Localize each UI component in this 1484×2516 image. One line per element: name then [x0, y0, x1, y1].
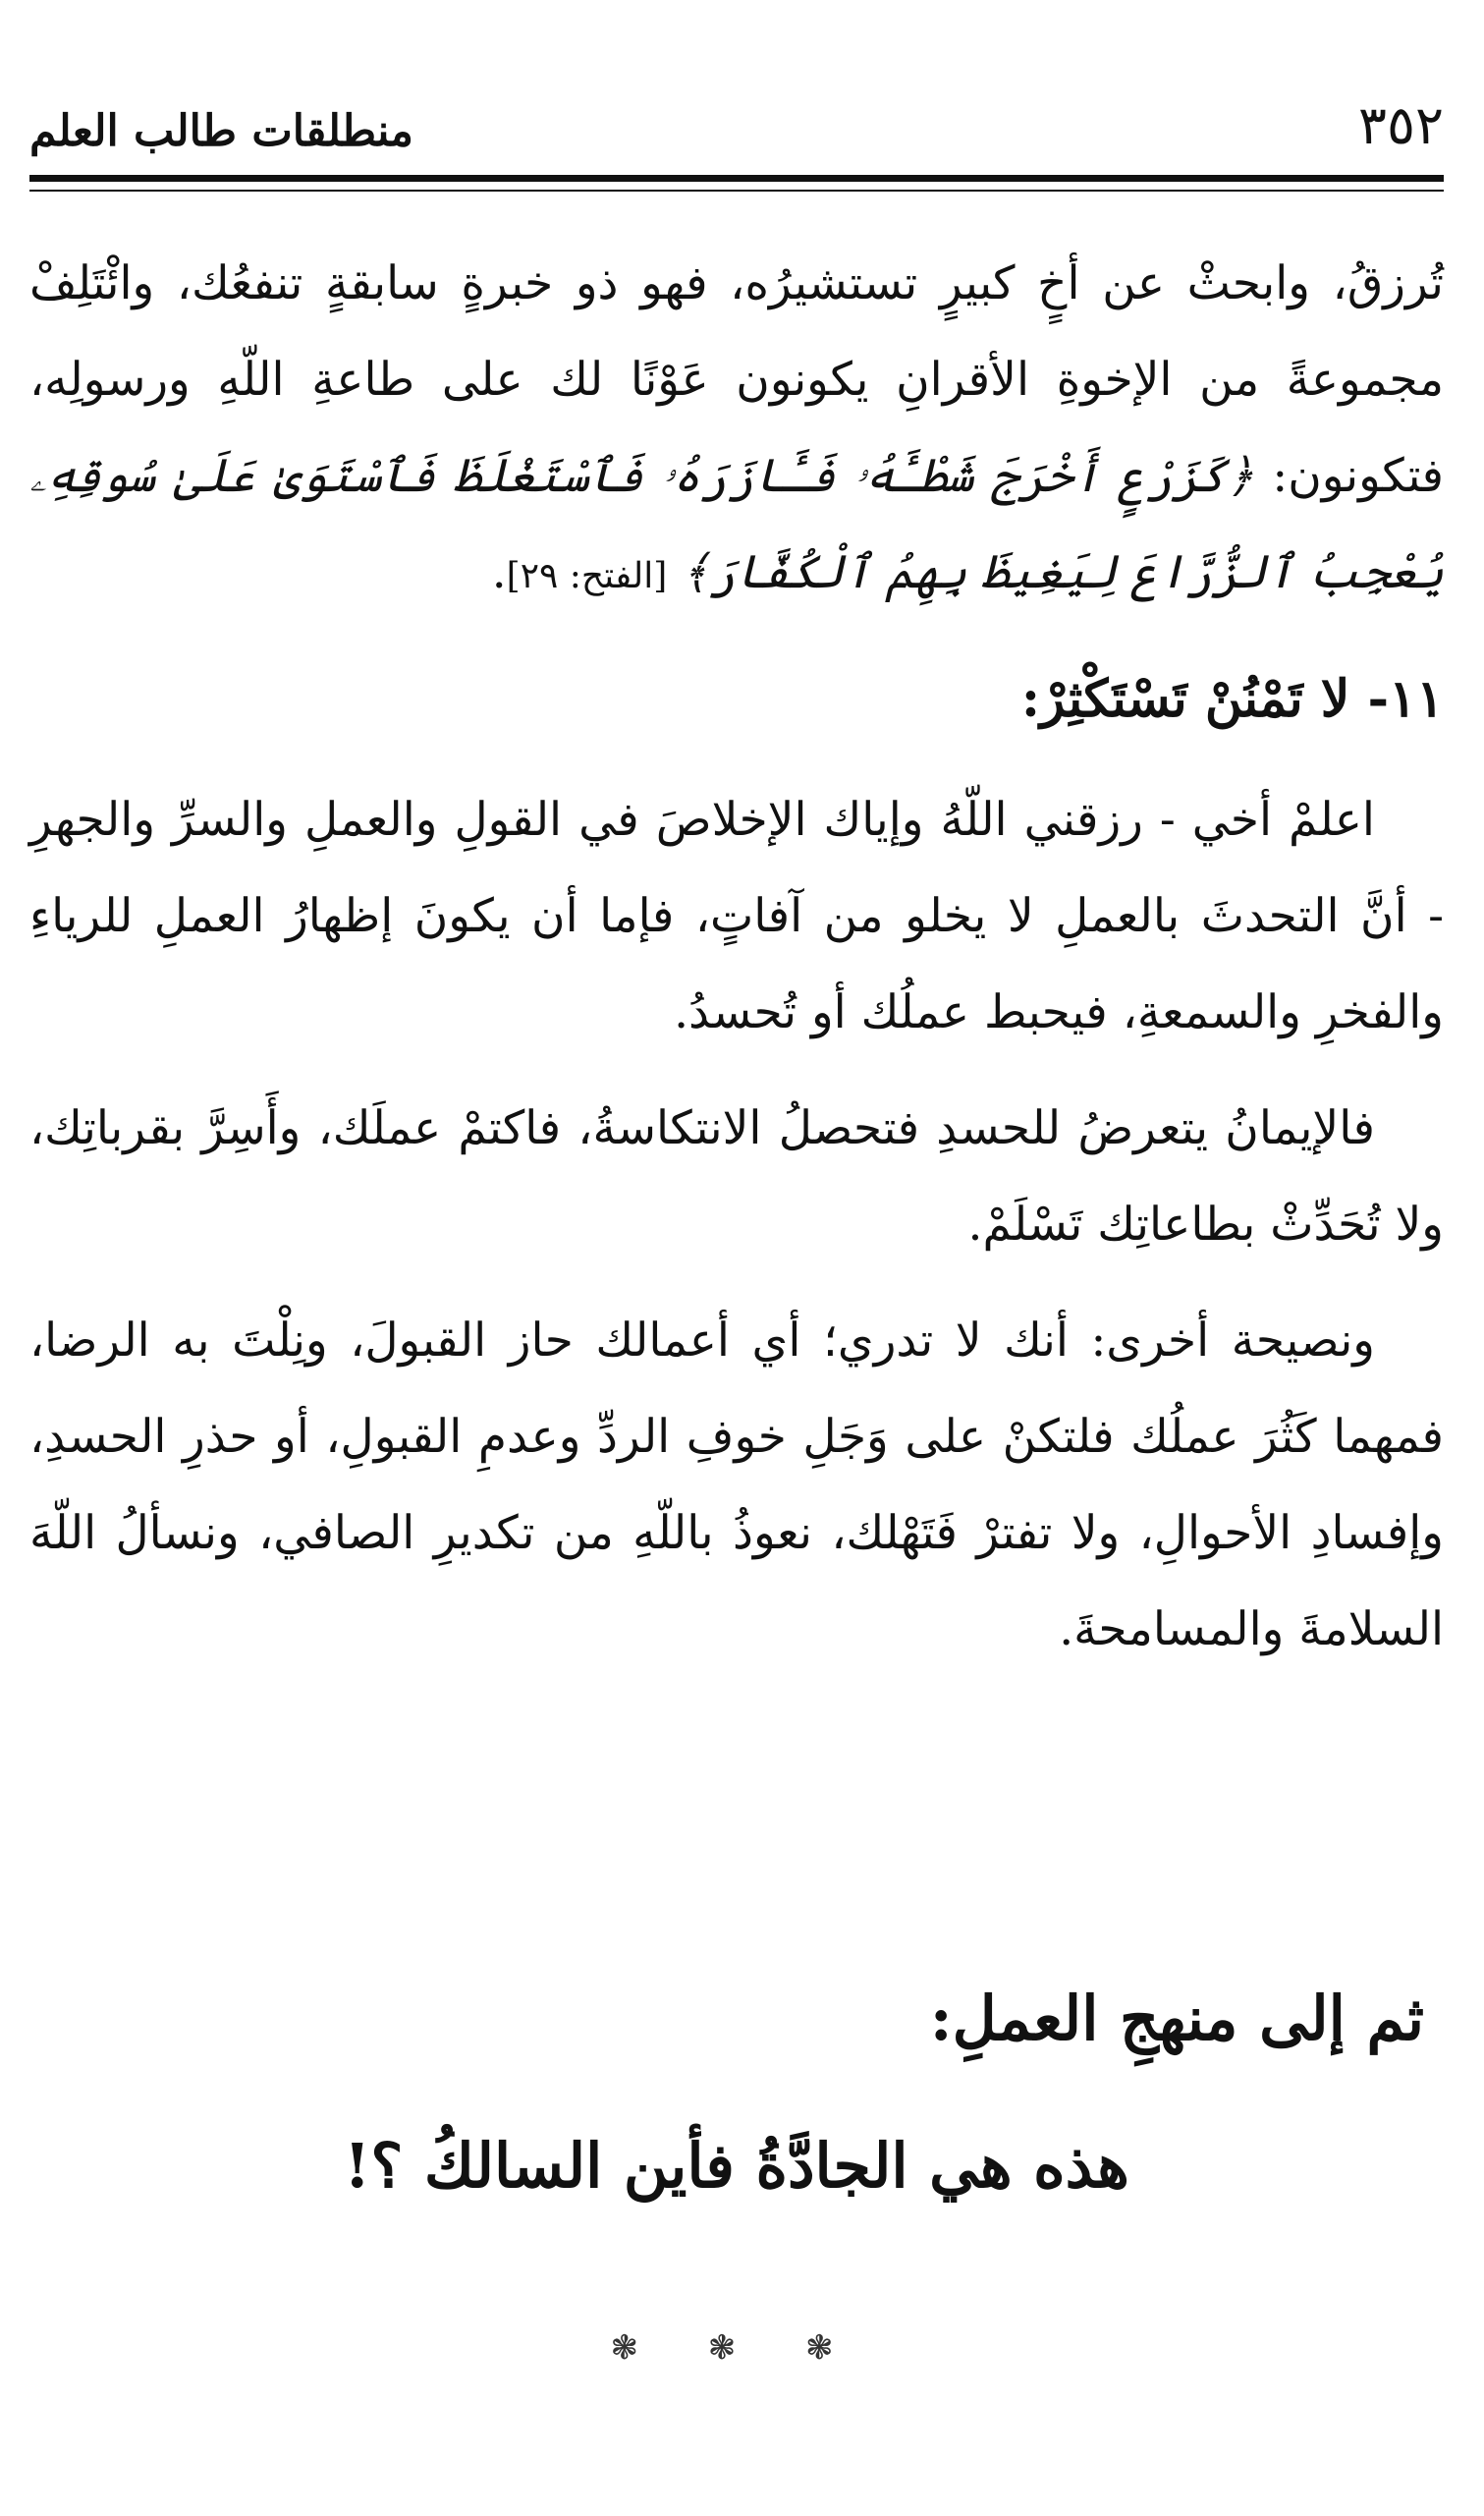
paragraph-1 — [29, 236, 1444, 625]
paragraph-2: اعلمْ أخي - رزقني اللّهُ وإياك الإخلاصَ في القولِ والعملِ والسرِّ والجهرِ - أنَّ التحدثَ بالعملِ لا يخلو من آفاتٍ، فإما أن يكونَ إظهارُ العملِ للرياءِ والفخرِ والسمعةِ، فيحبط عملُك أو تُحسدُ. — [29, 793, 1444, 1039]
book-page — [29, 0, 1444, 2516]
ornament-stars: ❃ ❃ ❃ — [610, 2328, 863, 2368]
quran-verse: ﴿كَزَرْعٍ أَخْرَجَ شَطْـَٔهُۥ فَـَٔازَرَهُۥ فَٱسْتَغْلَظَ فَٱسْتَوَىٰ عَلَىٰ سُوقِهِۦ يُعْجِبُ ٱلزُّرَّاعَ لِيَغِيظَ بِهِمُ ٱلْكُفَّارَ﴾ — [29, 449, 1444, 599]
paragraph-1-text: تُرزقُ، وابحثْ عن أخٍ كبيرٍ تستشيرُه، فهو ذو خبرةٍ سابقةٍ تنفعُك، وائْتَلِفْ مجموعةً من الإخوةِ الأقرانِ يكونون عَوْنًا لك على طاعةِ اللّهِ ورسولِه، فتكونون: — [29, 256, 1444, 503]
paragraph-4: ونصيحة أخرى: أنك لا تدري؛ أي أعمالك حاز القبولَ، ونِلْتَ به الرضا، فمهما كَثُرَ عملُك فلتكنْ على وَجَلِ خوفِ الردِّ وعدمِ القبولِ، أو حذرِ الحسدِ، وإفسادِ الأحوالِ، ولا تفترْ فَتَهْلك، نعوذُ باللّهِ من تكديرِ الصافي، ونسألُ اللّهَ السلامةَ والمسامحةَ. — [29, 1314, 1444, 1656]
paragraph-1-end: . — [491, 545, 507, 599]
book-title: منطلقات طالب العلم — [29, 106, 413, 156]
verse-citation: [الفتح: ٢٩] — [506, 556, 668, 596]
page-number: ٣٥٢ — [1357, 94, 1444, 156]
final-heading: هذه هي الجادَّةُ فأين السالكُ ؟! — [344, 2130, 1129, 2202]
closing-heading: ثم إلى منهجِ العملِ: — [929, 1983, 1424, 2054]
paragraph-3: فالإيمانُ يتعرضُ للحسدِ فتحصلُ الانتكاسةُ، فاكتمْ عملَك، وأَسِرَّ بقرباتِك، ولا تُحَدِّثْ بطاعاتِك تَسْلَمْ. — [29, 1101, 1444, 1252]
section-heading: ١١- لا تَمْنُنْ تَسْتَكْثِرْ: — [1020, 669, 1444, 729]
header-rule-thin — [29, 190, 1444, 192]
header-rule-thick — [29, 175, 1444, 182]
body-text — [29, 236, 1444, 1678]
running-header — [29, 90, 1444, 169]
